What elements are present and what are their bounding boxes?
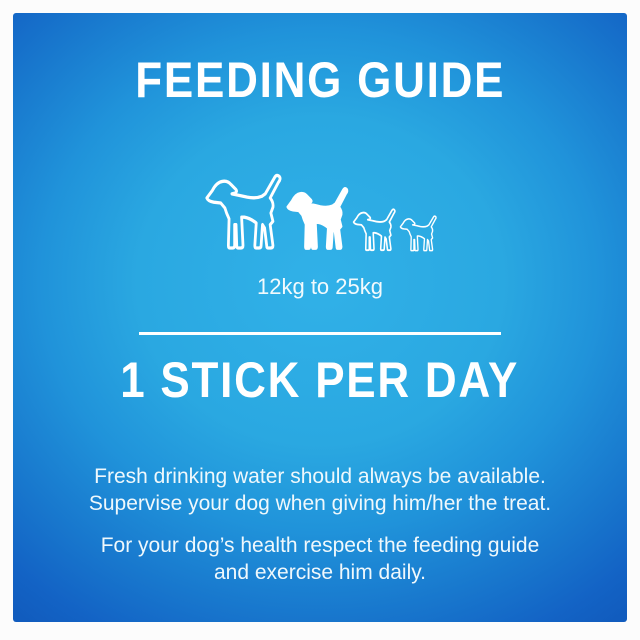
water-note-line-2: Supervise your dog when giving him/her the treat. (88, 492, 552, 515)
weight-range-label: 12kg to 25kg (257, 274, 383, 299)
dog-size-chart (13, 173, 627, 253)
feeding-guide-title-text: FEEDING GUIDE (134, 52, 506, 108)
feeding-guide-title (13, 52, 627, 108)
dog-small-icon (352, 208, 396, 253)
water-supervision-note (13, 463, 627, 517)
dog-extra-small-icon (399, 215, 437, 253)
feeding-guide-panel (13, 13, 627, 622)
health-note-line-2: and exercise him daily. (213, 561, 427, 584)
serving-instruction-text: 1 STICK PER DAY (120, 352, 520, 408)
health-note-line-1: For your dog’s health respect the feeding guide (100, 534, 540, 557)
water-note-line-1: Fresh drinking water should always be available. (94, 465, 546, 488)
dog-large-icon (204, 173, 282, 253)
dog-medium-filled-icon (285, 186, 349, 253)
health-exercise-note (13, 532, 627, 586)
divider (139, 332, 501, 335)
serving-instruction (13, 352, 627, 408)
